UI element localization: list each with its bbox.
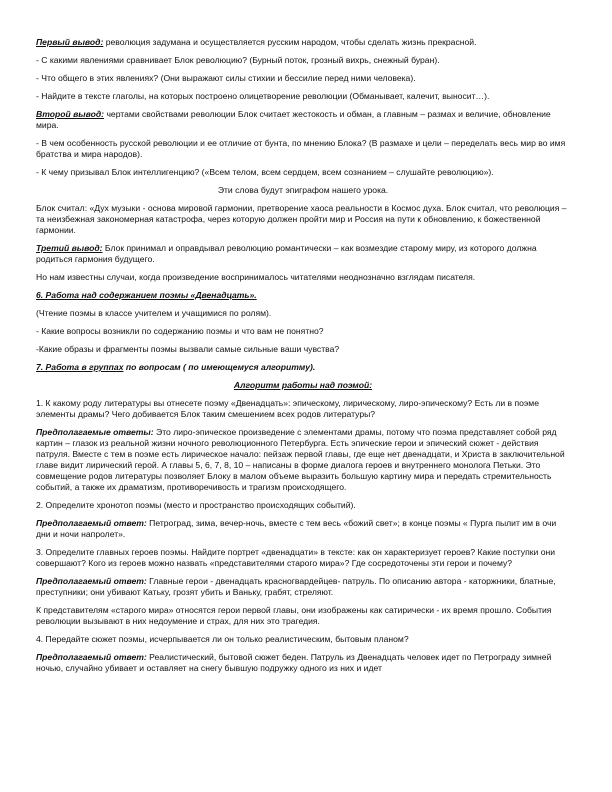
question-3: - Найдите в тексте глаголы, на которых построено олицетворение революции (Обманывает, калечит, выносит…). <box>36 91 490 101</box>
conclusion-2-text: чертами свойствами революции Блок считает жестокость и обман, а главным – размах и величие, обновление мира. <box>36 109 551 130</box>
algorithm-answer-4 <box>36 652 570 674</box>
conclusion-1-lead: Первый вывод: <box>36 37 104 47</box>
question-7: -Какие образы и фрагменты поэмы вызвали самые сильные ваши чувства? <box>36 344 340 354</box>
question-4: - В чем особенность русской революции и ее отличие от бунта, по мнению Блока? (В размахе и цели – переделать весь мир во имя братства и мира народов). <box>36 138 566 159</box>
answer-1-text: Это лиро-эпическое произведение с элементами драмы, потому что поэма представляет собой ряд картин – глазок из реальной жизни ночного революционного Петербурга. Есть эпические герои и эпический сюжет - действия патруля. Вместе с тем в поэме есть лирическое начало: пейзаж первой главы, где еще нет двенадцати, и Христа в заключительной главе видит лирический герой. А главы 5, 6, 7, 8, 10 – написаны в форме диалога героев и внутреннего монолога Петьки. Это совмещение родов литературы позволяет Блоку в малом объеме выразить большую картину мира и передать стремительность событий, а также их драматизм, противоречивость и трагизм происходящего. <box>36 427 565 492</box>
section-7-text: по вопросам ( по имеющемуся алгоритму). <box>123 362 316 372</box>
conclusion-3-lead: Третий вывод: <box>36 243 103 253</box>
algorithm-title-text: Алгоритм работы над поэмой: <box>233 380 373 390</box>
question-1: - С какими явлениями сравнивает Блок революцию? (Бурный поток, грозный вихрь, снежный буран). <box>36 55 440 65</box>
section-6-lead: 6. Работа над содержанием поэмы «Двенадцать». <box>36 290 257 300</box>
section-7-heading <box>36 362 570 373</box>
answer-3-text: Главные герои - двенадцать красногвардейцев- патруль. По описанию автора - каторжники, блатные, преступники; они убивают Катьку, грозят убить и Ваньку, грабят, стреляют. <box>36 576 556 597</box>
algorithm-answer-2 <box>36 518 570 540</box>
epigraph-note: Эти слова будут эпиграфом нашего урока. <box>217 185 389 195</box>
conclusion-3-text: Блок принимал и оправдывал революцию романтически – как возмездие старому миру, из которого должна родиться гармония будущего. <box>36 243 537 264</box>
paragraph-reception: Но нам известны случаи, когда произведение воспринималось читателями неоднозначно взглядам писателя. <box>36 272 476 282</box>
answer-4-lead: Предполагаемый ответ: <box>36 652 147 662</box>
question-5: - К чему призывал Блок интеллигенцию? («Всем телом, всем сердцем, всем сознанием – слушайте революцию»). <box>36 167 494 177</box>
algorithm-answer-1 <box>36 427 570 493</box>
conclusion-1-text: революция задумана и осуществляется русским народом, чтобы сделать жизнь прекрасной. <box>103 37 477 47</box>
conclusion-2 <box>36 109 570 131</box>
blok-quote: Блок считал: «Дух музыки - основа мировой гармонии, претворение хаоса реальности в Космос духа. Блок считал, что революция – та неизбежная закономерная катастрофа, через которую должен пройти мир и Россия на пути к обновлению, к божественной гармонии. <box>36 203 567 235</box>
question-6: - Какие вопросы возникли по содержанию поэмы и что вам не понятно? <box>36 326 324 336</box>
answer-2-lead: Предполагаемый ответ: <box>36 518 147 528</box>
section-6-heading <box>36 290 570 301</box>
question-2: - Что общего в этих явлениях? (Они выражают силы стихии и бессилие перед ними человека). <box>36 73 416 83</box>
algorithm-question-2: 2. Определите хронотоп поэмы (место и пространство происходящих событий). <box>36 500 356 510</box>
section-7-lead: 7. Работа в группах <box>36 362 124 372</box>
reading-note: (Чтение поэмы в классе учителем и учащимися по ролям). <box>36 308 272 318</box>
answer-4-text: Реалистический, бытовой сюжет беден. Патруль из Двенадцать человек идет по Петрограду зимней ночью, случайно убивает и оставляет на снегу бывшую подружку одного из них и идет <box>36 652 552 673</box>
algorithm-answer-3-extra: К представителям «старого мира» относятся герои первой главы, они изображены как сатирически - их время прошло. События революции вызывают в них недоумение и страх, для них это трагедия. <box>36 605 552 626</box>
answer-2-text: Петроград, зима, вечер-ночь, вместе с тем весь «божий свет»; в конце поэмы « Пурга пылит им в очи дни и ночи напролет». <box>36 518 557 539</box>
algorithm-answer-3 <box>36 576 570 598</box>
conclusion-2-lead: Второй вывод: <box>36 109 105 119</box>
algorithm-title <box>36 380 570 391</box>
algorithm-question-3: 3. Определите главных героев поэмы. Найдите портрет «двенадцати» в тексте: как он характеризует героев? Какие поступки они совершают? Кого из героев можно назвать «представителями старого мира»? Где сосредоточены эти герои и почему? <box>36 547 556 568</box>
answer-1-lead: Предполагаемые ответы: <box>36 427 154 437</box>
algorithm-question-1: 1. К какому роду литературы вы отнесете поэму «Двенадцать»: эпическому, лирическому, лиро-эпическому? Есть ли в поэме элементы драмы? Чего добивается Блок таким смешением всех родов литературы? <box>36 398 539 419</box>
conclusion-3 <box>36 243 570 265</box>
conclusion-1 <box>36 37 570 48</box>
answer-3-lead: Предполагаемый ответ: <box>36 576 147 586</box>
algorithm-question-4: 4. Передайте сюжет поэмы, исчерпывается ли он только реалистическим, бытовым планом? <box>36 634 409 644</box>
